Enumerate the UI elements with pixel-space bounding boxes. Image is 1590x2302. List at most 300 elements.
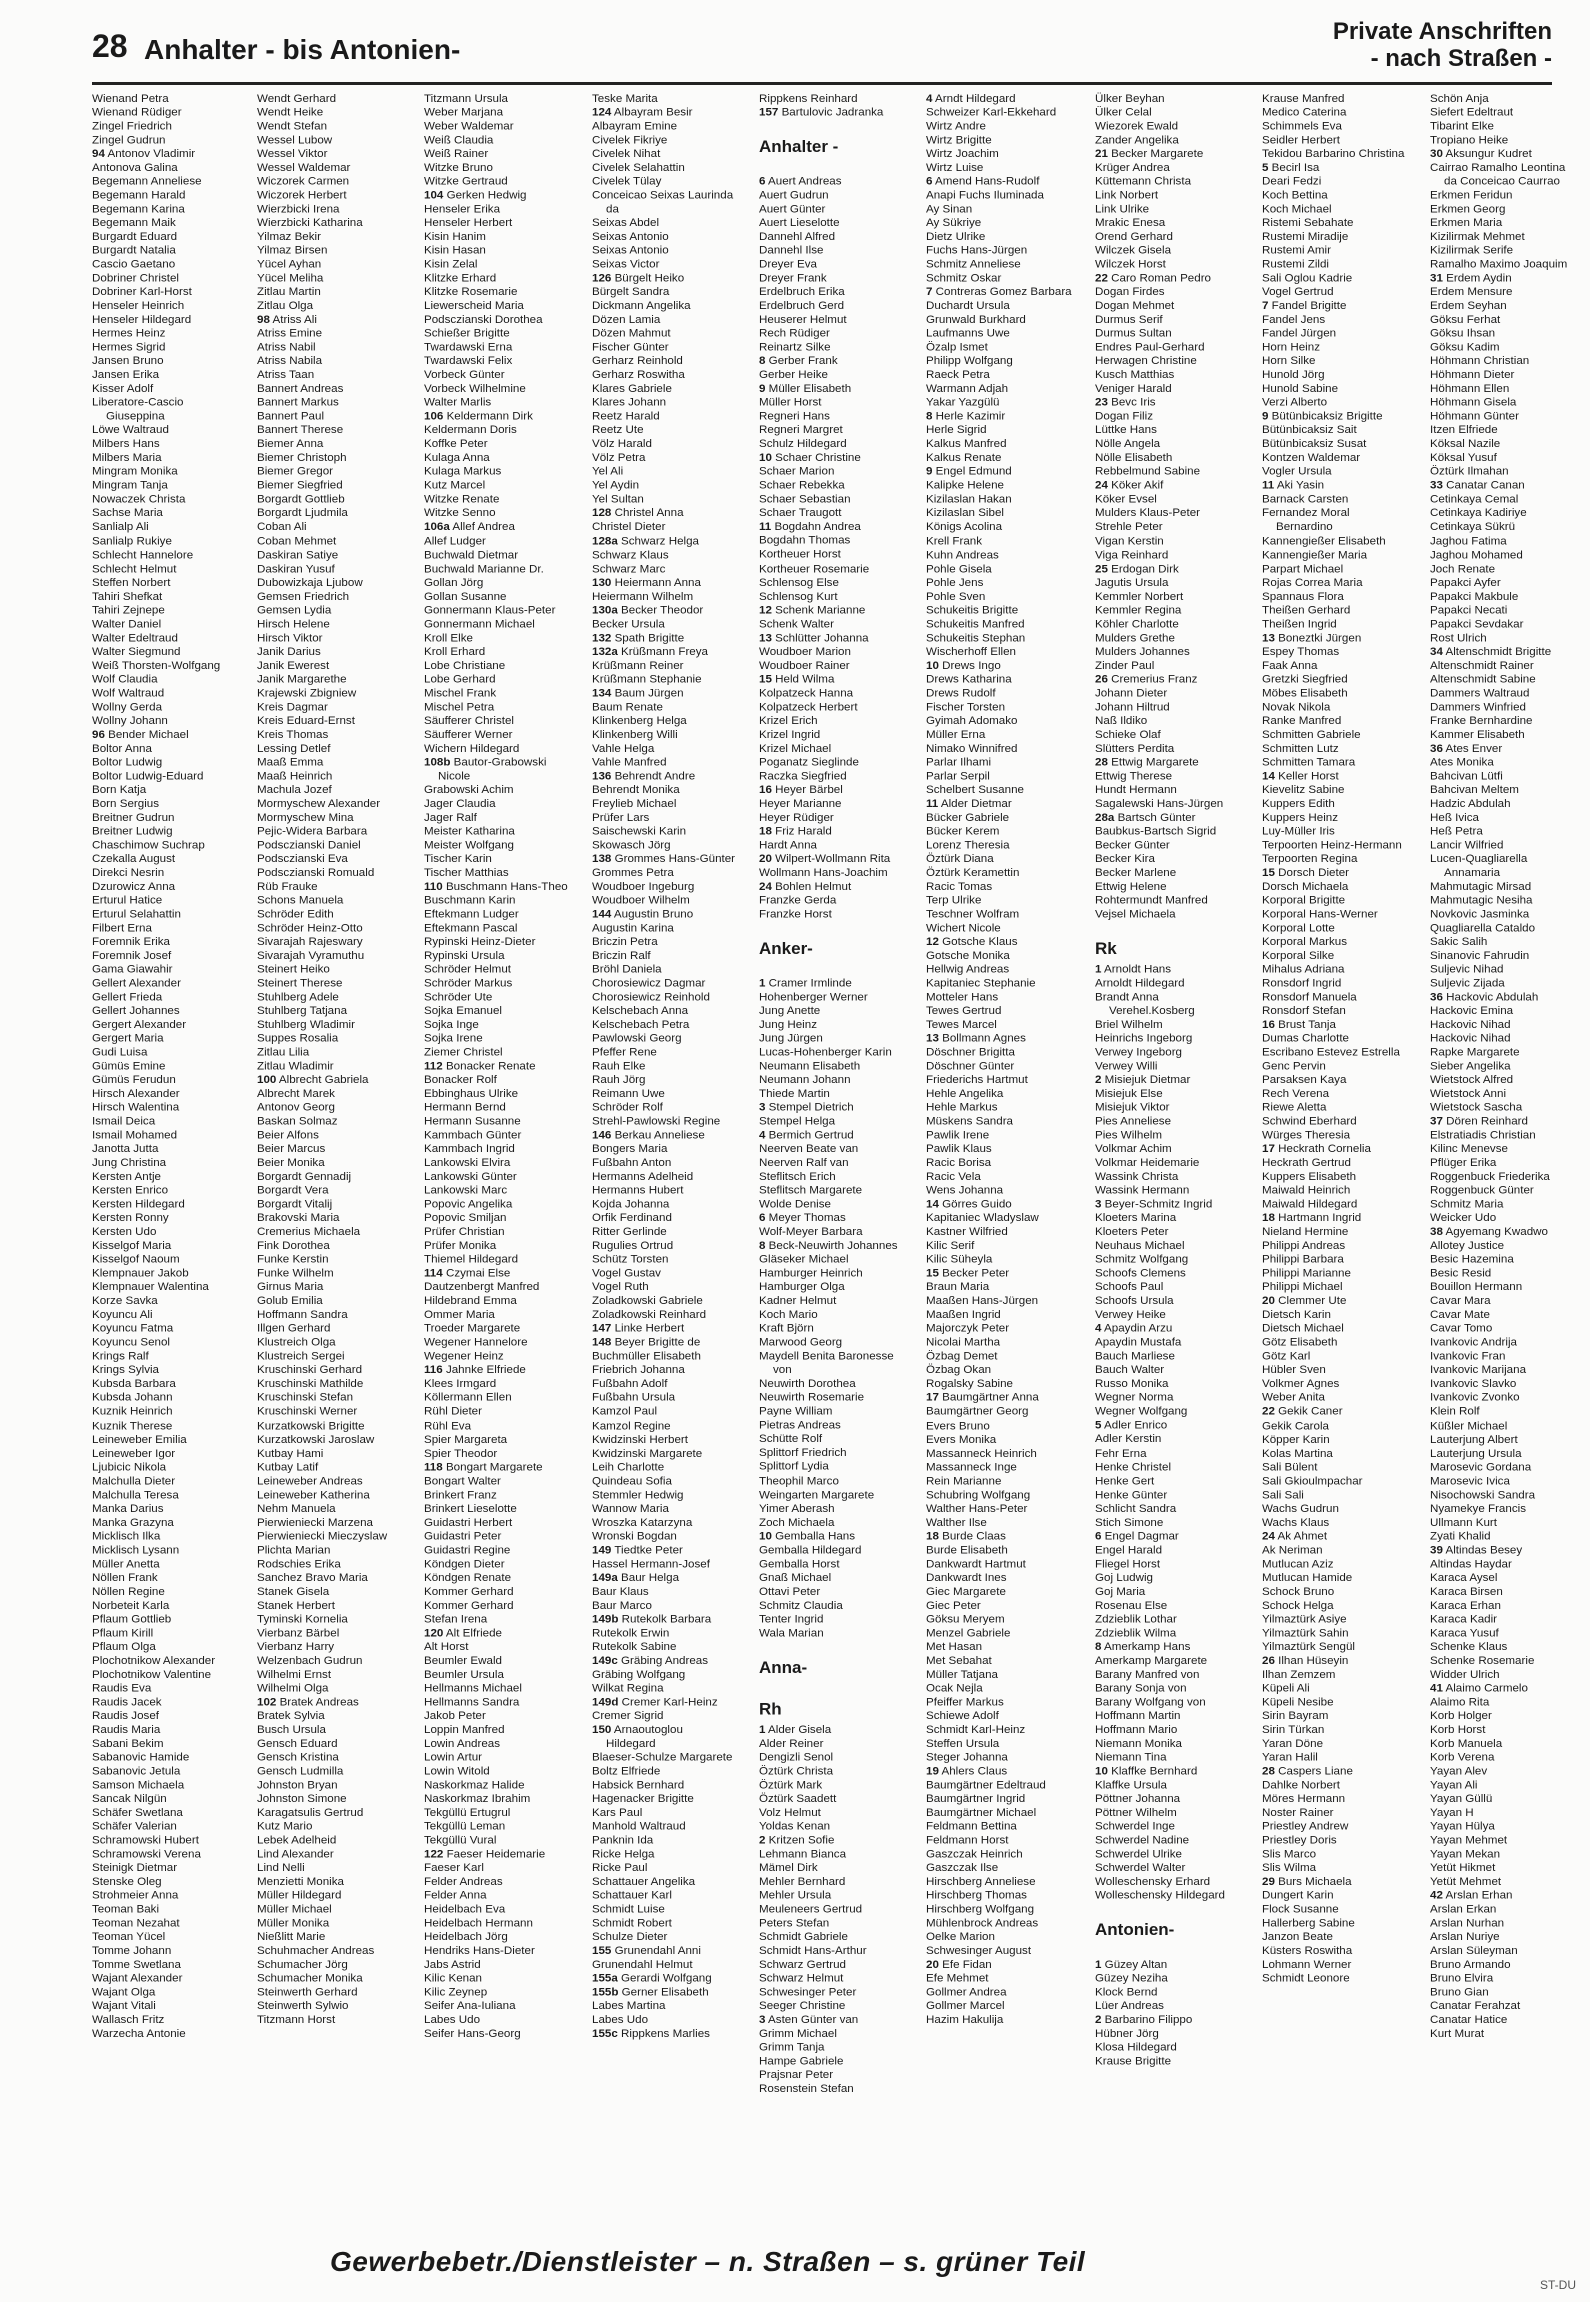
directory-entry: Laufmanns Uwe [926, 326, 1010, 340]
directory-entry: Bannert Andreas [257, 382, 344, 396]
directory-entry: Kruschinski Stefan [257, 1391, 354, 1405]
directory-entry: Teoman Yücel [92, 1930, 166, 1944]
house-number: 147 [592, 1322, 612, 1335]
directory-entry: Weiß Rainer [424, 147, 489, 161]
directory-entry: Verwey Heike [1095, 1308, 1166, 1322]
directory-entry: Kersten Hildegard [92, 1197, 185, 1211]
house-number: 6 [759, 174, 766, 188]
directory-entry: Wolf Claudia [92, 672, 158, 686]
directory-entry: Wajant Olga [92, 1985, 156, 1999]
directory-entry: Korb Verena [1430, 1750, 1495, 1764]
resident-name: Heiermann Anna [611, 575, 701, 589]
directory-entry: Lankowski Elvira [424, 1156, 511, 1170]
directory-entry: Guidastri Peter [424, 1529, 502, 1543]
directory-entry: Schaer Marion [759, 465, 835, 478]
directory-entry: Säufferer Christel [424, 713, 514, 727]
directory-entry: Ziemer Christel [424, 1045, 503, 1059]
directory-entry: Cetinkaya Sükrü [1430, 520, 1516, 534]
directory-entry: Klares Gabriele [592, 382, 672, 396]
house-number: 23 [1095, 396, 1108, 409]
house-number: 9 [1262, 409, 1269, 423]
directory-entry: Koch Mario [759, 1308, 818, 1322]
directory-entry [926, 1530, 1084, 1544]
resident-name: Becker Theodor [617, 603, 704, 617]
directory-entry: Kuznik Heinrich [92, 1405, 173, 1418]
directory-entry: Veniger Harald [1095, 382, 1172, 396]
directory-entry: Horn Heinz [1262, 340, 1320, 354]
directory-entry: Kilic Zeynep [424, 1985, 488, 1999]
directory-entry: Kannengießer Maria [1262, 548, 1368, 561]
resident-name: Cramer Irmlinde [765, 976, 852, 990]
resident-name: Friz Harald [771, 824, 832, 838]
directory-entry: Yayan Alev [1430, 1764, 1488, 1778]
directory-entry: Ivankovic Marijana [1430, 1363, 1527, 1377]
directory-entry: Bruno Armando [1430, 1957, 1511, 1971]
directory-entry: Woudboer Marion [759, 644, 851, 658]
entry-continuation: Nicole [438, 769, 471, 783]
directory-entry: Wirtz Brigitte [926, 133, 992, 147]
directory-entry: Rühl Dieter [424, 1405, 482, 1418]
directory-entry [424, 520, 582, 534]
resident-name: Schaer Christine [771, 451, 861, 465]
directory-entry: Strehl-Pawlowski Regine [592, 1114, 721, 1128]
directory-entry: Friederichs Hartmut [926, 1073, 1028, 1087]
resident-name: Bohlen Helmut [771, 879, 852, 893]
directory-entry: Höhmann Dieter [1430, 368, 1515, 382]
directory-entry: Mahmutagic Mirsad [1430, 879, 1532, 893]
directory-entry: Rühl Eva [424, 1418, 472, 1432]
directory-entry: Kisin Hasan [424, 244, 486, 257]
directory-entry: Krajewski Zbigniew [257, 686, 357, 700]
directory-entry: Becker Günter [1095, 838, 1170, 852]
directory-entry: Brakovski Maria [257, 1211, 340, 1225]
directory-entry: Köndgen Renate [424, 1570, 512, 1584]
directory-entry: Cavar Mate [1430, 1308, 1490, 1322]
directory-entry: Vigan Kerstin [1095, 534, 1164, 548]
directory-entry: Schoofs Ursula [1095, 1294, 1174, 1308]
directory-entry [1262, 866, 1420, 880]
directory-entry: Schwarz Marc [592, 561, 666, 575]
house-number: 12 [759, 603, 772, 617]
directory-entry: Barnack Carsten [1262, 492, 1349, 506]
directory-entry [592, 852, 750, 866]
directory-entry: Poganatz Sieglinde [759, 755, 859, 769]
directory-entry: Christel Dieter [592, 520, 666, 534]
directory-entry: Rypinski Ursula [424, 948, 505, 962]
directory-entry: Cetinkaya Cemal [1430, 492, 1519, 506]
directory-entry: Eftekmann Ludger [424, 907, 519, 921]
directory-entry: Wienand Rüdiger [92, 105, 182, 119]
resident-name: Albayram Besir [611, 105, 693, 119]
directory-entry: Kammbach Ingrid [424, 1142, 515, 1156]
directory-entry: Wichern Hildegard [424, 741, 520, 755]
resident-name: Bartsch Günter [1114, 810, 1196, 824]
directory-entry: Gotsche Monika [926, 948, 1010, 962]
directory-entry: Drews Katharina [926, 672, 1012, 686]
directory-entry [592, 272, 750, 286]
directory-entry: Prüfer Monika [424, 1239, 497, 1253]
directory-entry: Ristemi Sebahate [1262, 216, 1354, 230]
directory-entry: Micklisch Ilka [92, 1529, 161, 1543]
directory-entry: Kisin Zelal [424, 257, 478, 271]
directory-entry [1262, 1654, 1420, 1668]
resident-name: Grunendahl Anni [611, 1944, 701, 1957]
address-column-7 [1095, 92, 1253, 2242]
directory-entry [1095, 1198, 1253, 1212]
directory-entry: Bröhl Daniela [592, 962, 662, 976]
directory-entry: Mormyschew Mina [257, 810, 354, 824]
resident-name: Erdogan Dirk [1107, 561, 1179, 575]
house-number: 6 [759, 1211, 766, 1225]
resident-name: Heckrath Cornelia [1274, 1142, 1371, 1156]
directory-entry: Bütünbicaksiz Susat [1262, 437, 1367, 451]
directory-entry: Ebbinghaus Ulrike [424, 1087, 519, 1101]
directory-entry: Henseler Erika [424, 202, 501, 216]
directory-entry: Hermanns Adelheid [592, 1170, 694, 1183]
directory-entry: Wirtz Luise [926, 161, 984, 174]
directory-entry: Schaer Rebekka [759, 478, 845, 492]
directory-entry: Yilmaztürk Asiye [1262, 1612, 1347, 1626]
directory-entry: Altenschmidt Sabine [1430, 672, 1536, 686]
directory-entry: Wegener Heinz [424, 1349, 504, 1363]
directory-entry [926, 175, 1084, 189]
directory-entry: Boltor Ludwig [92, 755, 163, 769]
directory-entry: Fehr Erna [1095, 1446, 1147, 1460]
directory-entry [592, 1543, 750, 1557]
directory-entry: Karagatsulis Gertrud [257, 1805, 364, 1819]
directory-entry: Kilic Kenan [424, 1971, 483, 1985]
resident-name: Altindas Besey [1442, 1543, 1523, 1557]
directory-entry [926, 935, 1084, 949]
directory-entry: Gellert Johannes [92, 1004, 180, 1018]
directory-entry: Krizel Erich [759, 713, 818, 727]
directory-entry: Korporal Lotte [1262, 921, 1335, 935]
directory-entry: Albrecht Marek [257, 1087, 335, 1101]
resident-name: Adler Enrico [1101, 1418, 1168, 1432]
directory-entry: Goj Ludwig [1095, 1570, 1154, 1584]
directory-entry: Meuleneers Gertrud [759, 1902, 863, 1916]
directory-entry: Tomme Johann [92, 1944, 172, 1957]
directory-entry: Antonov Georg [257, 1101, 335, 1114]
resident-name: Burs Michaela [1274, 1875, 1352, 1888]
directory-entry: Sieber Angelika [1430, 1059, 1511, 1073]
directory-entry: Micklisch Lysann [92, 1543, 180, 1557]
directory-entry: Yayan H [1430, 1805, 1474, 1819]
directory-entry: Jung Christina [92, 1156, 167, 1170]
directory-entry: Wajant Alexander [92, 1971, 183, 1985]
directory-entry: Heß Ivica [1430, 810, 1479, 824]
directory-entry [592, 1944, 750, 1958]
directory-entry: Steinert Heiko [257, 962, 330, 976]
house-number: 26 [1262, 1653, 1275, 1667]
directory-entry: Feldmann Bettina [926, 1819, 1017, 1833]
directory-entry: Schwerdel Ulrike [1095, 1847, 1182, 1861]
directory-entry: Atriss Nabila [257, 354, 323, 368]
directory-entry: Wietstock Sascha [1430, 1101, 1523, 1114]
resident-name: Bautor-Grabowski [450, 755, 547, 769]
directory-entry: Schramowski Hubert [92, 1833, 199, 1847]
directory-entry: Funke Wilhelm [257, 1266, 334, 1280]
directory-entry: Civelek Fikriye [592, 133, 668, 147]
directory-entry: Tekgüllü Ertugrul [424, 1805, 511, 1819]
directory-entry: Terpoorten Heinz-Hermann [1262, 838, 1402, 852]
directory-entry: Lobe Gerhard [424, 672, 496, 686]
directory-entry: Zinder Paul [1095, 658, 1155, 672]
directory-entry: Stuhlberg Wladimir [257, 1018, 355, 1031]
directory-entry: Heidelbach Eva [424, 1902, 506, 1916]
directory-entry: Beier Marcus [257, 1142, 326, 1156]
directory-entry: Steffen Ursula [926, 1736, 1000, 1750]
directory-entry: Kalkus Manfred [926, 437, 1007, 451]
house-number: 36 [1430, 741, 1443, 755]
directory-entry: Karaca Erhan [1430, 1598, 1501, 1612]
directory-entry: Biemer Anna [257, 437, 324, 451]
directory-entry: Pies Anneliese [1095, 1114, 1172, 1128]
directory-entry [1095, 2013, 1253, 2027]
directory-entry: Karaca Yusuf [1430, 1626, 1499, 1640]
directory-entry: Köndgen Dieter [424, 1557, 505, 1570]
directory-entry: Tewes Marcel [926, 1018, 997, 1031]
directory-entry: Tekidou Barbarino Christina [1262, 147, 1405, 161]
address-column-2 [257, 92, 415, 2242]
house-number: 4 [759, 1128, 766, 1142]
directory-entry: Klempnauer Jakob [92, 1266, 189, 1280]
directory-entry: Parlar Serpil [926, 769, 990, 783]
directory-entry: Pawlowski Georg [592, 1031, 682, 1045]
directory-entry: Küpeli Ali [1262, 1681, 1310, 1695]
house-number: 18 [759, 824, 772, 838]
directory-entry [926, 1267, 1084, 1281]
directory-entry [759, 977, 917, 991]
directory-entry: Vierbanz Bärbel [257, 1626, 340, 1640]
directory-entry: Rustemi Miradije [1262, 230, 1349, 244]
directory-entry: Korporal Markus [1262, 935, 1348, 948]
directory-entry: Brinkert Lieselotte [424, 1501, 517, 1515]
directory-entry: Rein Marianne [926, 1474, 1002, 1488]
directory-entry: Gerharz Reinhold [592, 354, 683, 368]
directory-entry: Thiemel Hildegard [424, 1253, 519, 1266]
directory-entry: Pawlik Irene [926, 1128, 990, 1142]
resident-name: Bevc Iris [1107, 396, 1156, 409]
directory-entry: Arnoldt Hildegard [1095, 976, 1185, 990]
directory-entry: Raudis Josef [92, 1709, 160, 1723]
directory-entry: Kruschinski Werner [257, 1405, 358, 1418]
directory-entry: Kommer Gerhard [424, 1598, 514, 1612]
directory-entry: Dammers Winfried [1430, 700, 1526, 713]
directory-entry: Stuhlberg Tatjana [257, 1004, 348, 1018]
directory-entry: Kojda Johanna [592, 1197, 670, 1211]
house-number: 132a [592, 644, 618, 658]
directory-entry: Gemsen Friedrich [257, 589, 350, 603]
directory-entry [1095, 673, 1253, 687]
directory-entry: Zander Angelika [1095, 133, 1179, 147]
directory-entry: Schubring Wolfgang [926, 1488, 1031, 1501]
directory-entry: Wilkat Regina [592, 1681, 664, 1695]
house-number: 10 [926, 658, 939, 672]
directory-entry: Dözen Lamia [592, 313, 661, 326]
directory-entry: Henseler Heinrich [92, 299, 185, 313]
directory-entry: Volkmar Achim [1095, 1142, 1172, 1156]
directory-entry: Schröder Helmut [424, 962, 511, 976]
house-number: 122 [424, 1847, 444, 1861]
directory-entry: Pawlik Klaus [926, 1142, 992, 1156]
directory-entry: Girnus Maria [257, 1280, 324, 1294]
directory-entry: Wens Johanna [926, 1183, 1004, 1197]
directory-entry: Nisochowski Sandra [1430, 1488, 1536, 1501]
directory-entry: Mormyschew Alexander [257, 796, 381, 810]
directory-entry: Gyimah Adomako [926, 713, 1018, 727]
directory-entry: Kersten Enrico [92, 1183, 169, 1197]
directory-entry: Raudis Jacek [92, 1695, 162, 1709]
directory-entry: Wendt Stefan [257, 119, 328, 133]
directory-entry: Hamburger Olga [759, 1280, 845, 1294]
resident-name: Bartulovic Jadranka [778, 105, 884, 119]
directory-entry: Blaeser-Schulze Margarete [592, 1750, 733, 1764]
directory-entry: Bauch Marliese [1095, 1349, 1175, 1363]
resident-name: Bonacker Renate [442, 1059, 536, 1073]
directory-entry [759, 852, 917, 866]
directory-entry: Klempnauer Walentina [92, 1280, 209, 1294]
directory-entry: Leineweber Andreas [257, 1474, 363, 1488]
directory-entry: Weiß Thorsten-Wolfgang [92, 658, 221, 672]
directory-entry: Biemer Gregor [257, 465, 334, 479]
directory-entry: Heinrichs Ingeborg [1095, 1031, 1193, 1045]
directory-entry: Schock Helga [1262, 1598, 1334, 1612]
resident-name: Bratek Andreas [276, 1695, 359, 1709]
directory-entry: Kommer Gerhard [424, 1584, 514, 1598]
directory-entry: Beumler Ewald [424, 1653, 502, 1667]
directory-entry: Küpeli Nesibe [1262, 1695, 1334, 1709]
directory-entry [759, 1529, 917, 1543]
directory-entry: Goj Maria [1095, 1584, 1146, 1598]
directory-entry [592, 1972, 750, 1986]
house-number: 10 [1095, 1764, 1108, 1778]
directory-entry [1095, 811, 1253, 825]
directory-entry: Teoman Baki [92, 1902, 160, 1916]
directory-entry: Malchulla Dieter [92, 1474, 176, 1488]
house-number: 17 [926, 1391, 939, 1405]
directory-entry: Tekgüllü Vural [424, 1833, 497, 1847]
directory-entry: Maaß Heinrich [257, 769, 333, 783]
directory-entry: Genc Pervin [1262, 1059, 1326, 1073]
house-number: 3 [759, 1100, 766, 1114]
directory-entry: Tekgüllü Leman [424, 1819, 506, 1833]
directory-entry: Fischer Günter [592, 340, 669, 354]
house-number: 3 [1095, 1197, 1102, 1211]
directory-entry: Kolpatzeck Herbert [759, 700, 858, 713]
directory-entry [592, 1612, 750, 1626]
directory-entry: Krell Frank [926, 534, 983, 548]
house-number: 1 [759, 976, 766, 990]
house-number: 17 [1262, 1142, 1275, 1156]
resident-name: Keller Horst [1274, 769, 1339, 783]
directory-entry: Civelek Selahattin [592, 161, 685, 174]
directory-entry: Nieland Hermine [1262, 1225, 1349, 1239]
directory-entry: Seeger Christine [759, 1999, 846, 2013]
directory-entry: Dammers Waltraud [1430, 686, 1530, 700]
directory-entry: Begemann Harald [92, 188, 186, 202]
directory-entry: Jager Ralf [424, 810, 477, 824]
directory-entry: Dengizli Senol [759, 1750, 834, 1764]
directory-entry: Mrakic Enesa [1095, 216, 1166, 230]
directory-entry [1430, 645, 1588, 659]
directory-entry: Henke Christel [1095, 1460, 1172, 1474]
directory-entry: Lobe Christiane [424, 658, 506, 672]
directory-entry: Dogan Filiz [1095, 409, 1153, 423]
directory-entry: Quindeau Sofia [592, 1474, 672, 1488]
directory-entry: Schmidt Gabriele [759, 1930, 848, 1944]
directory-entry: Racic Vela [926, 1170, 981, 1183]
directory-entry: Roggenbuck Friederika [1430, 1170, 1550, 1183]
directory-entry [759, 603, 917, 617]
directory-entry [1262, 769, 1420, 783]
resident-name: Jahnke Elfriede [442, 1363, 526, 1377]
directory-entry: Giec Margarete [926, 1584, 1006, 1598]
directory-entry: Güzey Neziha [1095, 1971, 1168, 1985]
directory-entry [1430, 1225, 1588, 1239]
address-column-8 [1262, 92, 1420, 2242]
house-number: 14 [1262, 769, 1275, 783]
directory-entry: Johann Dieter [1095, 686, 1168, 700]
directory-entry: Pfeffer Rene [592, 1045, 657, 1059]
directory-entry: Ay Sükriye [926, 216, 982, 230]
directory-entry: Schock Bruno [1262, 1584, 1335, 1598]
directory-entry: Maaßen Ingrid [926, 1308, 1001, 1322]
directory-entry: Allotey Justice [1430, 1239, 1505, 1253]
directory-entry: Noster Rainer [1262, 1805, 1334, 1819]
house-number: 15 [1262, 866, 1275, 879]
house-number: 96 [92, 727, 105, 741]
directory-entry: Behrendt Monika [592, 783, 680, 796]
directory-entry: Schlicht Sandra [1095, 1501, 1177, 1515]
directory-entry: Biemer Christoph [257, 451, 347, 465]
directory-entry: Titzmann Horst [257, 2013, 336, 2027]
resident-name: Ettwig Margarete [1107, 755, 1199, 769]
directory-entry: Herle Sigrid [926, 423, 987, 437]
directory-entry: Gümüs Ferudun [92, 1073, 176, 1087]
directory-entry: Klitzke Erhard [424, 271, 497, 285]
directory-entry: Rustemi Zildi [1262, 257, 1329, 271]
house-number: 12 [926, 935, 939, 948]
directory-entry: Ramalho Maximo Joaquim [1430, 257, 1568, 271]
directory-entry: Orend Gerhard [1095, 230, 1173, 244]
directory-entry: Kizilirmak Mehmet [1430, 230, 1525, 244]
directory-entry: Rauh Jörg [592, 1073, 646, 1087]
directory-entry: Johann Hiltrud [1095, 700, 1170, 713]
directory-entry: Kievelitz Sabine [1262, 783, 1345, 796]
directory-entry: Zingel Friedrich [92, 119, 172, 133]
directory-entry: Woudboer Ingeburg [592, 879, 695, 893]
directory-entry: Schaer Sebastian [759, 492, 851, 506]
directory-entry: Rustemi Amir [1262, 244, 1331, 257]
directory-entry: Pöttner Wilhelm [1095, 1805, 1177, 1819]
directory-entry: Pflüger Erika [1430, 1156, 1497, 1170]
directory-entry: Stemmler Hedwig [592, 1488, 684, 1501]
page-title: Anhalter - bis Antonien- [144, 34, 461, 65]
directory-entry: Göksu Ihsan [1430, 326, 1496, 340]
directory-entry: Saischewski Karin [592, 824, 687, 838]
directory-entry: Yayan Mekan [1430, 1847, 1501, 1861]
directory-entry: Kuppers Elisabeth [1262, 1170, 1357, 1183]
resident-name: Kritzen Sofie [765, 1833, 835, 1847]
directory-entry [1430, 479, 1588, 493]
resident-name: Amend Hans-Rudolf [932, 174, 1040, 188]
directory-entry: Gemballa Hildegard [759, 1543, 862, 1557]
directory-entry: Klares Johann [592, 396, 667, 409]
directory-entry: Müller Horst [759, 396, 822, 409]
directory-entry: Baur Klaus [592, 1584, 649, 1598]
directory-entry: Kilic Serif [926, 1239, 975, 1253]
